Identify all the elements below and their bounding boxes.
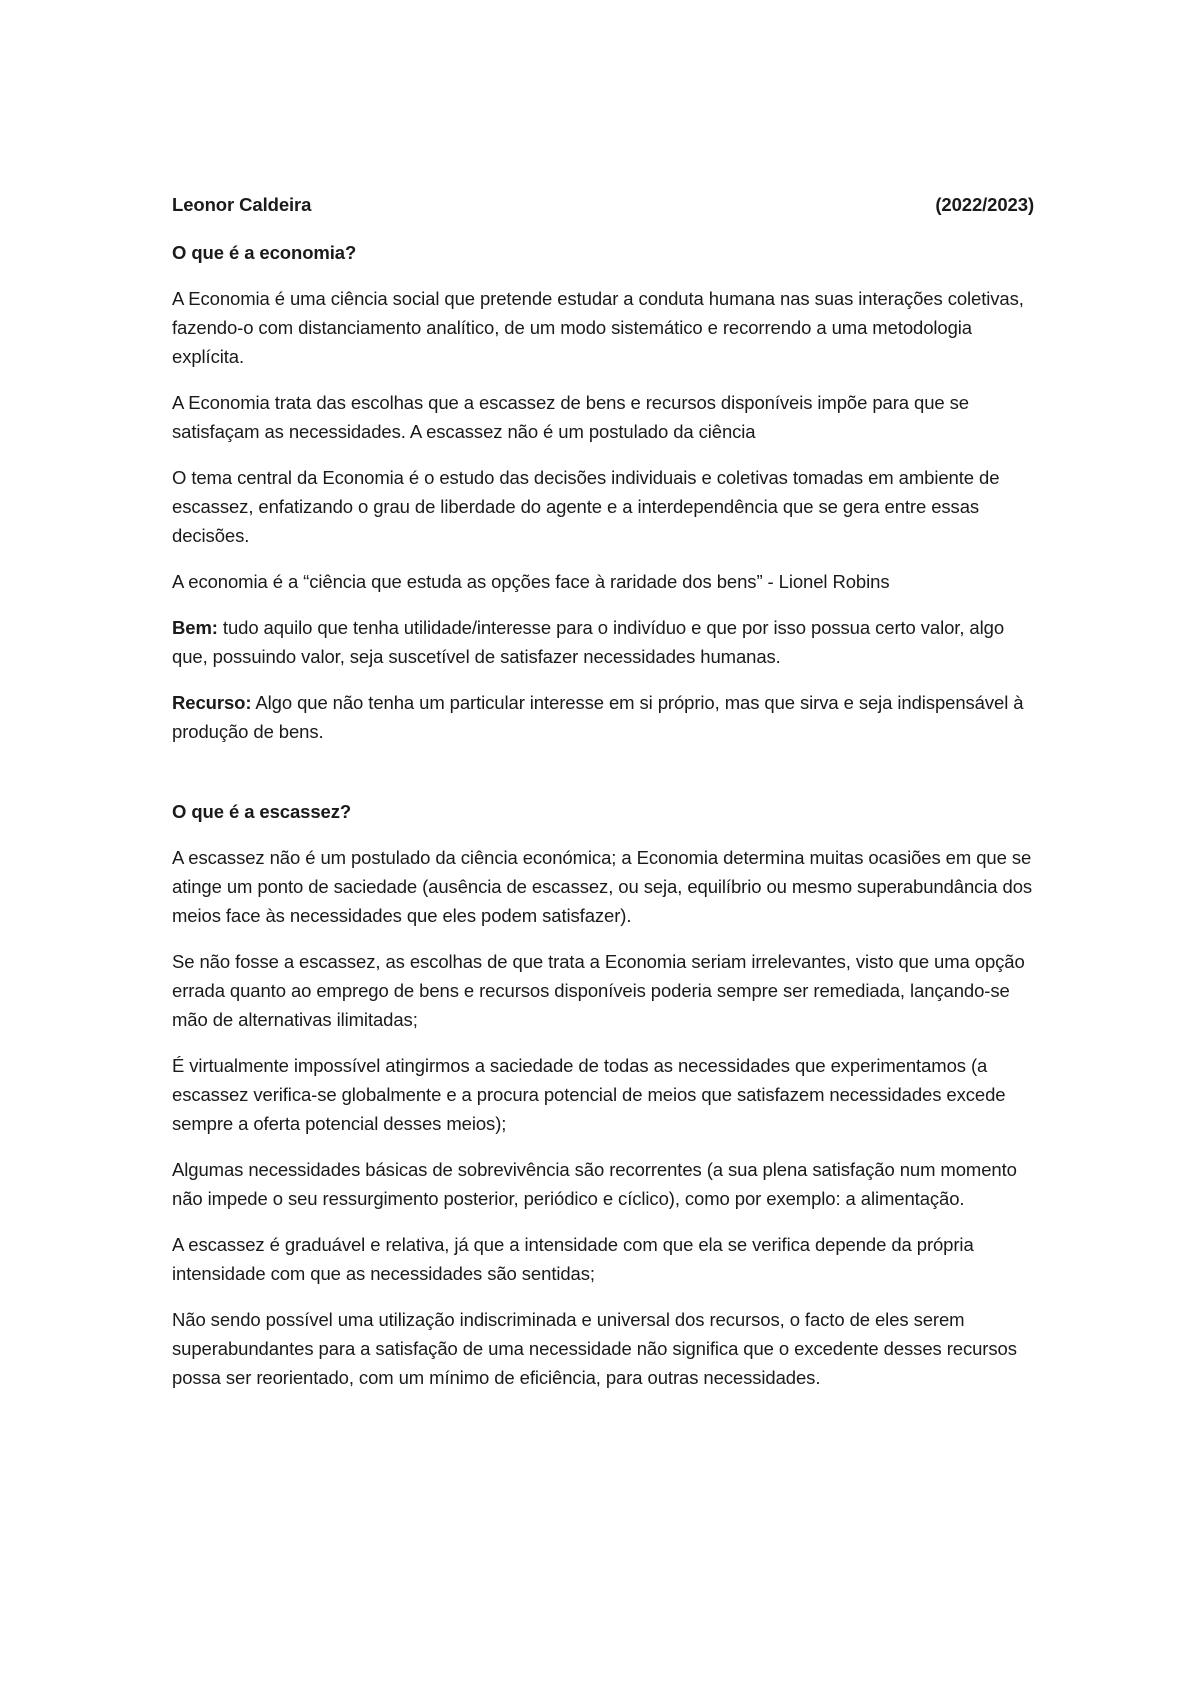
definition-bem bbox=[172, 613, 1034, 671]
paragraph-economia-tema-central: O tema central da Economia é o estudo das decisões individuais e coletivas tomadas em ambiente de escassez, enfatizando o grau de liberdade do agente e a interdependência que se gera entre essas decisões. bbox=[172, 467, 1000, 546]
paragraph-escassez-necessidades-basicas: Algumas necessidades básicas de sobrevivência são recorrentes (a sua plena satisfação num momento não impede o seu ressurgimento posterior, periódico e cíclico), como por exemplo: a alimentação. bbox=[172, 1159, 1017, 1209]
paragraph-economia-definition: A Economia é uma ciência social que pretende estudar a conduta humana nas suas interações coletivas, fazendo-o com distanciamento analítico, de um modo sistemático e recorrendo a uma metodologia explícita. bbox=[172, 288, 1024, 367]
section-heading-escassez: O que é a escassez? bbox=[172, 801, 352, 822]
paragraph-escassez-escolhas: Se não fosse a escassez, as escolhas de que trata a Economia seriam irrelevantes, visto que uma opção errada quanto ao emprego de bens e recursos disponíveis poderia sempre ser remediada, lançando-se mão de alternativas ilimitadas; bbox=[172, 951, 1025, 1030]
definition-recurso-text: Algo que não tenha um particular interesse em si próprio, mas que sirva e seja indispensável à produção de bens. bbox=[172, 692, 1024, 742]
paragraph-escassez-graduavel: A escassez é graduável e relativa, já que a intensidade com que ela se verifica depende da própria intensidade com que as necessidades são sentidas; bbox=[172, 1234, 974, 1284]
document-page bbox=[172, 190, 1034, 1409]
paragraph-escassez-recursos: Não sendo possível uma utilização indiscriminada e universal dos recursos, o facto de eles serem superabundantes para a satisfação de uma necessidade não significa que o excedente desses recursos possa ser reorientado, com um mínimo de eficiência, para outras necessidades. bbox=[172, 1309, 1017, 1388]
author-name: Leonor Caldeira bbox=[172, 194, 312, 215]
term-bem: Bem: bbox=[172, 617, 218, 638]
section-heading-economia: O que é a economia? bbox=[172, 242, 357, 263]
paragraph-lionel-robins-quote: A economia é a “ciência que estuda as opções face à raridade dos bens” - Lionel Robins bbox=[172, 571, 890, 592]
document-header bbox=[172, 190, 1034, 219]
term-recurso: Recurso: bbox=[172, 692, 252, 713]
paragraph-economia-escolhas: A Economia trata das escolhas que a escassez de bens e recursos disponíveis impõe para que se satisfaçam as necessidades. A escassez não é um postulado da ciência bbox=[172, 392, 969, 442]
paragraph-escassez-postulado: A escassez não é um postulado da ciência económica; a Economia determina muitas ocasiões em que se atinge um ponto de saciedade (ausência de escassez, ou seja, equilíbrio ou mesmo superabundância dos meios face às necessidades que eles podem satisfazer). bbox=[172, 847, 1033, 926]
academic-year: (2022/2023) bbox=[935, 194, 1034, 215]
definition-bem-text: tudo aquilo que tenha utilidade/interesse para o indivíduo e que por isso possua certo valor, algo que, possuindo valor, seja suscetível de satisfazer necessidades humanas. bbox=[172, 617, 1005, 667]
paragraph-escassez-saciedade: É virtualmente impossível atingirmos a saciedade de todas as necessidades que experimentamos (a escassez verifica-se globalmente e a procura potencial de meios que satisfazem necessidades excede sempre a oferta potencial desses meios); bbox=[172, 1055, 1006, 1134]
definition-recurso bbox=[172, 688, 1034, 746]
section-spacer bbox=[172, 763, 1034, 797]
